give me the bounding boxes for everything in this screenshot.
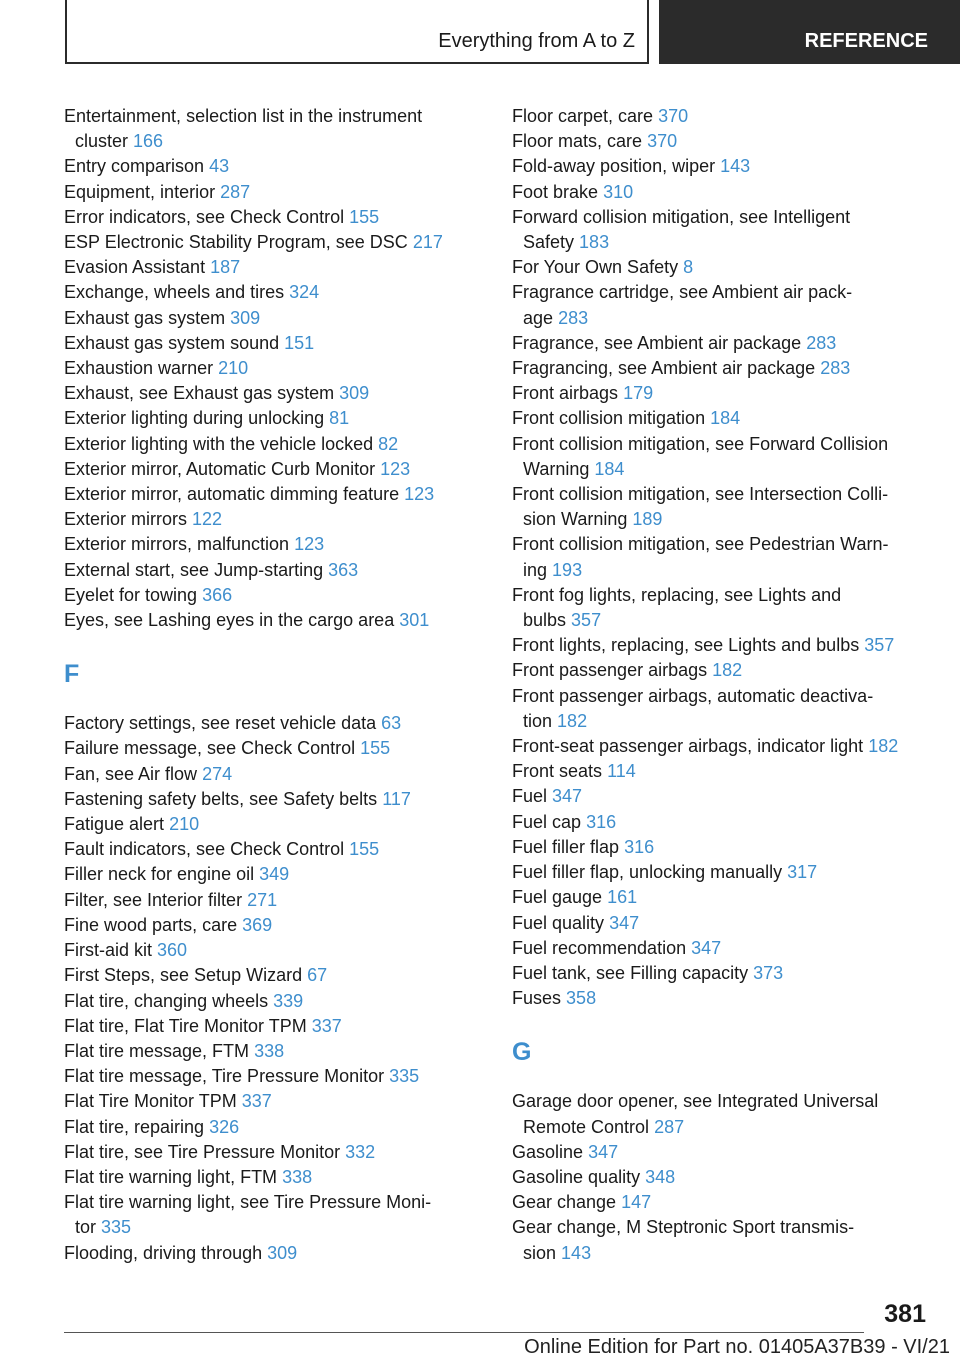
index-entry [64,482,484,507]
page-reference-link[interactable]: 161 [607,887,638,908]
index-entry [512,180,932,205]
page-reference-link[interactable]: 81 [329,408,350,429]
index-entry [512,1089,932,1139]
index-entry-text: Exchange, wheels and tires [64,282,285,303]
page-reference-link[interactable]: 155 [360,738,391,759]
index-entry [64,1039,484,1064]
index-entry [64,306,484,331]
index-entry-text: Filler neck for engine oil [64,864,255,885]
page-reference-link[interactable]: 309 [339,383,370,404]
page-reference-link[interactable]: 114 [607,761,636,782]
page-reference-link[interactable]: 316 [586,811,617,832]
index-entry-text: Gasoline [512,1141,584,1162]
index-entry [512,432,932,482]
page-reference-link[interactable]: 287 [654,1116,685,1137]
index-entry [64,812,484,837]
page-reference-link[interactable]: 123 [404,484,435,505]
index-entry-text: First-aid kit [64,940,153,961]
index-entry-text: Floor carpet, care [512,106,654,126]
index-entry-text: Exhaust gas system sound [64,332,280,353]
index-entry [512,104,932,129]
index-entry [512,583,932,633]
chapter-tab-box[interactable] [659,0,960,64]
index-entry [512,684,932,734]
index-entry [64,837,484,862]
index-entry-text: Entertainment, selection list in the instrument [64,106,423,126]
index-entry [64,507,484,532]
index-entry [512,406,932,431]
page-reference-link[interactable]: 360 [157,940,188,961]
index-entry [64,1115,484,1140]
page-reference-link[interactable]: 338 [254,1040,285,1061]
index-entry [512,784,932,809]
index-entry [64,888,484,913]
page-reference-link[interactable]: 358 [566,988,597,1009]
page-reference-link[interactable]: 122 [192,509,223,530]
index-entry [64,1089,484,1114]
page-number: 381 [884,1300,926,1328]
index-entry-text: Exterior mirrors [64,509,188,530]
page-reference-link[interactable]: 373 [753,962,784,983]
page-reference-link[interactable]: 338 [282,1166,313,1187]
index-entry-text: Factory settings, see reset vehicle data [64,713,377,734]
index-entry-text: Flat tire message, FTM [64,1040,250,1061]
index-entry-text: Exterior mirrors, malfunction [64,534,290,555]
index-entry [64,104,484,154]
index-entry [64,1140,484,1165]
index-entry-text: bulbs [523,610,567,631]
page-reference-link[interactable]: 189 [632,509,663,530]
index-entry-text: Exterior mirror, automatic dimming feature [64,484,400,505]
page-reference-link[interactable]: 217 [412,232,443,253]
index-entry-text: Exterior lighting with the vehicle locked [64,433,374,454]
index-entry-text: Gear change [512,1192,617,1213]
page-reference-link[interactable]: 287 [220,181,251,202]
page-reference-link[interactable]: 335 [389,1066,420,1087]
index-entry [64,331,484,356]
page-reference-link[interactable]: 193 [552,559,583,580]
index-entry [64,938,484,963]
index-entry-text: age [523,307,554,328]
page-reference-link[interactable]: 363 [328,559,359,580]
index-entry-text: Fragrancing, see Ambient air package [512,358,816,379]
index-entry [64,230,484,255]
index-entry-text: Foot brake [512,181,599,202]
index-entry-text: Entry comparison [64,156,205,177]
index-entry-text: Gear change, M Steptronic Sport transmis- [512,1217,855,1238]
index-entry [512,734,932,759]
index-entry-text: Garage door opener, see Integrated Universal [512,1091,879,1112]
index-entry-text: Fuel filler flap [512,836,620,857]
index-entry-text: Fuel filler flap, unlocking manually [512,862,783,883]
page-reference-link[interactable]: 210 [218,358,249,379]
index-entry [512,633,932,658]
edition-footer: Online Edition for Part no. 01405A37B39 - VI/21 [524,1336,950,1358]
index-entry-text: Front collision mitigation [512,408,706,429]
index-entry-text: Front seats [512,761,603,782]
page-reference-link[interactable]: 182 [712,660,743,681]
index-entry [64,762,484,787]
chapter-tab[interactable]: REFERENCE [804,30,928,52]
index-entry-text: Fastening safety belts, see Safety belts [64,788,378,809]
index-entry-text: Fold-away position, wiper [512,156,716,177]
index-entry [64,180,484,205]
index-entry [512,936,932,961]
index-entry [512,381,932,406]
page-reference-link[interactable]: 337 [241,1091,272,1112]
index-entry-text: ESP Electronic Stability Program, see DSC [64,232,408,253]
page-reference-link[interactable]: 43 [209,156,230,177]
index-entry-text: Exhaust, see Exhaust gas system [64,383,335,404]
page-reference-link[interactable]: 184 [594,458,625,479]
index-entry-text: Fragrance cartridge, see Ambient air pack- [512,282,853,303]
page-reference-link[interactable]: 117 [382,788,411,809]
index-entry [64,432,484,457]
index-column-left [64,104,484,1266]
index-entry-text: Front collision mitigation, see Pedestrian Warn- [512,534,889,555]
page-reference-link[interactable]: 183 [579,232,610,253]
index-entry-text: Flat tire warning light, FTM [64,1166,278,1187]
index-entry-text: Flat tire message, Tire Pressure Monitor [64,1066,385,1087]
index-entry-text: Exhaustion warner [64,358,214,379]
index-entry-text: Flooding, driving through [64,1242,263,1263]
index-entry [512,205,932,255]
page-reference-link[interactable]: 310 [603,181,634,202]
index-entry [512,759,932,784]
index-entry-text: Exterior mirror, Automatic Curb Monitor [64,458,376,479]
index-entry [512,911,932,936]
page-reference-link[interactable]: 309 [267,1242,298,1263]
index-entry [512,1140,932,1165]
index-entry-text: tion [523,710,553,731]
index-entry [64,1190,484,1240]
page-reference-link[interactable]: 337 [311,1015,342,1036]
index-entry-text: Forward collision mitigation, see Intelligent [512,206,851,227]
index-entry [512,986,932,1011]
page-reference-link[interactable]: 8 [683,257,694,278]
page-reference-link[interactable]: 143 [720,156,751,177]
page-reference-link[interactable]: 274 [202,763,233,784]
page-reference-link[interactable]: 324 [289,282,320,303]
index-entry [512,129,932,154]
index-column-right [512,104,932,1266]
index-entry-text: Fuel gauge [512,887,603,908]
page-reference-link[interactable]: 123 [294,534,325,555]
index-entry [64,205,484,230]
index-entry [512,860,932,885]
index-entry [512,885,932,910]
footer-divider [64,1332,864,1333]
index-entry-text: Gasoline quality [512,1166,641,1187]
index-entry [64,1165,484,1190]
index-entry-text: Exterior lighting during unlocking [64,408,325,429]
page-reference-link[interactable]: 332 [345,1141,376,1162]
index-entry-text: Fuses [512,988,562,1009]
index-entry [64,356,484,381]
index-entry [64,457,484,482]
index-entry [64,711,484,736]
page-reference-link[interactable]: 335 [101,1217,132,1238]
index-entry-text: Safety [523,232,575,253]
section-title: Everything from A to Z [438,30,635,52]
index-entry [64,1064,484,1089]
index-entry-text: Front lights, replacing, see Lights and bulbs [512,635,860,656]
page-reference-link[interactable]: 326 [209,1116,240,1137]
index-entry-text: Front passenger airbags, automatic deactiva- [512,685,874,706]
index-entry-text: Front collision mitigation, see Intersection Colli- [512,484,889,505]
index-entry-text: Flat tire, changing wheels [64,990,269,1011]
page-reference-link[interactable]: 369 [242,914,273,935]
index-entry-text: Eyelet for towing [64,584,198,605]
page-reference-link[interactable]: 301 [399,610,430,631]
index-entry [512,482,932,532]
page-reference-link[interactable]: 210 [169,814,200,835]
index-entry [64,913,484,938]
page-reference-link[interactable]: 349 [259,864,290,885]
index-entry [512,810,932,835]
index-entry [512,532,932,582]
index-entry-text: Fan, see Air flow [64,763,198,784]
index-entry-text: Fault indicators, see Check Control [64,839,345,860]
index-entry [64,1241,484,1266]
page-reference-link[interactable]: 316 [624,836,655,857]
index-entry-text: Failure message, see Check Control [64,738,356,759]
page-reference-link[interactable]: 317 [787,862,818,883]
index-entry-text: Fuel recommendation [512,937,687,958]
page-reference-link[interactable]: 370 [647,131,678,152]
index-entry-text: Evasion Assistant [64,257,206,278]
page-reference-link[interactable]: 357 [571,610,602,631]
index-entry-text: Fuel [512,786,548,807]
index-entry-text: Exhaust gas system [64,307,226,328]
page-reference-link[interactable]: 187 [210,257,241,278]
page-reference-link[interactable]: 283 [806,332,837,353]
index-entry [64,154,484,179]
index-entry-text: Flat tire, repairing [64,1116,205,1137]
index-entry [512,280,932,330]
page-reference-link[interactable]: 283 [820,358,851,379]
page-reference-link[interactable]: 63 [381,713,402,734]
page-reference-link[interactable]: 166 [133,131,164,152]
page-reference-link[interactable]: 339 [273,990,304,1011]
page-reference-link[interactable]: 357 [864,635,895,656]
page-reference-link[interactable]: 147 [621,1192,652,1213]
index-entry-text: Flat tire, see Tire Pressure Monitor [64,1141,341,1162]
index-entry [64,787,484,812]
index-entry [64,406,484,431]
index-entry-text: Fuel quality [512,912,605,933]
page-reference-link[interactable]: 67 [307,965,328,986]
page-reference-link[interactable]: 182 [868,736,899,757]
index-entry [64,532,484,557]
index-entry-text: sion [523,1242,557,1263]
index-entry-text: Warning [523,458,590,479]
index-entry [512,1215,932,1265]
index-entry-text: Fuel tank, see Filling capacity [512,962,749,983]
header-section-box [65,0,649,64]
index-entry [64,963,484,988]
index-letter-heading: G [512,1038,532,1067]
index-entry-text: Fine wood parts, care [64,914,238,935]
index-entry-text: Front-seat passenger airbags, indicator light [512,736,864,757]
index-entry-text: Front fog lights, replacing, see Lights and [512,584,842,605]
index-entry-text: First Steps, see Setup Wizard [64,965,303,986]
index-entry-text: Front collision mitigation, see Forward Collision [512,433,889,454]
page-reference-link[interactable]: 179 [623,383,654,404]
page-reference-link[interactable]: 283 [558,307,589,328]
page-reference-link[interactable]: 347 [552,786,583,807]
index-entry [512,356,932,381]
page-reference-link[interactable]: 82 [378,433,399,454]
index-entry [512,331,932,356]
index-entry [64,862,484,887]
index-entry-text: Flat tire warning light, see Tire Pressure Moni- [64,1192,432,1213]
index-entry-text: Fragrance, see Ambient air package [512,332,802,353]
page-reference-link[interactable]: 271 [247,889,278,910]
index-letter-heading: F [64,660,80,689]
index-entry-text: Fuel cap [512,811,582,832]
index-entry [512,154,932,179]
index-entry [512,658,932,683]
index-entry-text: For Your Own Safety [512,257,679,278]
page-reference-link[interactable]: 155 [349,839,380,860]
index-entry [512,1165,932,1190]
index-entry [64,989,484,1014]
index-entry [64,736,484,761]
page-reference-link[interactable]: 348 [645,1166,676,1187]
index-entry-text: Front airbags [512,383,619,404]
index-entry [64,1014,484,1039]
index-entry-text: Floor mats, care [512,131,643,152]
page-reference-link[interactable]: 309 [230,307,261,328]
index-entry-text: ing [523,559,548,580]
index-entry [64,608,484,633]
index-entry [512,1190,932,1215]
page-reference-link[interactable]: 123 [380,458,411,479]
index-entry [512,835,932,860]
index-entry-text: tor [75,1217,97,1238]
index-entry-text: Error indicators, see Check Control [64,206,345,227]
page-reference-link[interactable]: 143 [561,1242,592,1263]
index-entry-text: Flat Tire Monitor TPM [64,1091,237,1112]
index-entry-text: Equipment, interior [64,181,216,202]
page-reference-link[interactable]: 182 [557,710,588,731]
index-entry-text: External start, see Jump-starting [64,559,324,580]
page-reference-link[interactable]: 184 [710,408,741,429]
index-entry-text: Filter, see Interior filter [64,889,243,910]
index-entry [64,558,484,583]
index-entry-text: sion Warning [523,509,628,530]
index-entry-text: Fatigue alert [64,814,165,835]
page-reference-link[interactable]: 366 [202,584,233,605]
page-reference-link[interactable]: 347 [691,937,722,958]
index-entry [64,255,484,280]
page-reference-link[interactable]: 370 [658,106,689,126]
index-entry [512,255,932,280]
index-entry [512,961,932,986]
index-entry [64,583,484,608]
page-reference-link[interactable]: 347 [588,1141,619,1162]
page-reference-link[interactable]: 347 [609,912,640,933]
index-entry-text: Remote Control [523,1116,650,1137]
page-reference-link[interactable]: 151 [284,332,315,353]
index-entry-text: Flat tire, Flat Tire Monitor TPM [64,1015,307,1036]
page-reference-link[interactable]: 155 [349,206,380,227]
index-entry-text: Eyes, see Lashing eyes in the cargo area [64,610,395,631]
index-entry [64,280,484,305]
index-entry-text: Front passenger airbags [512,660,708,681]
index-entry-text: cluster [75,131,129,152]
index-entry [64,381,484,406]
